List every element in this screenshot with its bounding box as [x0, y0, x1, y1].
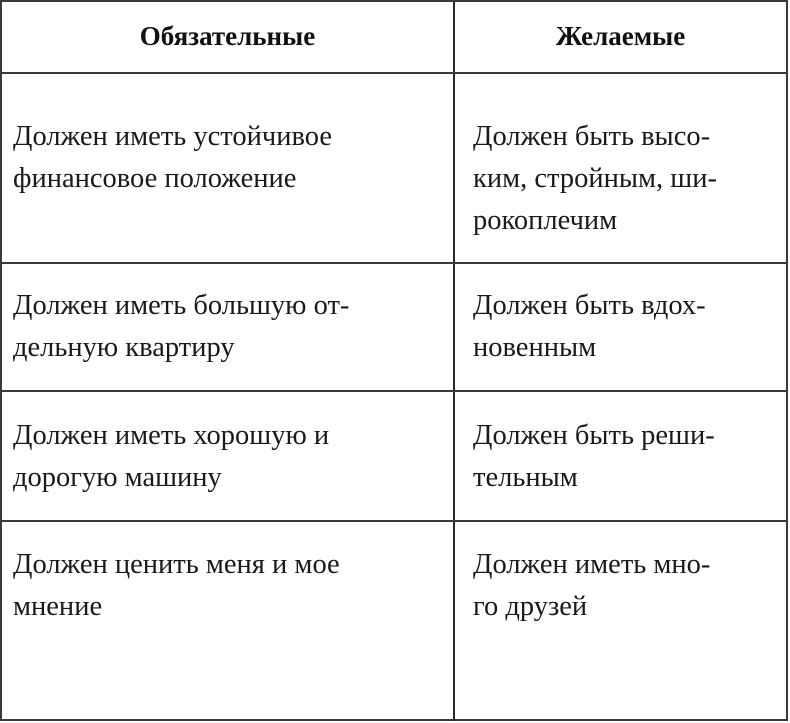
cell-required [2, 392, 455, 520]
cell-text [13, 415, 329, 499]
text-line: го друзей [473, 591, 588, 622]
text-line: дельную квартиру [13, 332, 235, 363]
text-line: ким, стройным, ши- [473, 163, 717, 194]
text-line: Должен иметь мно- [473, 549, 711, 580]
header-desired-label: Желаемые [555, 21, 686, 51]
text-line: рокоплечим [473, 205, 618, 236]
text-line: новенным [473, 332, 597, 363]
cell-desired [455, 522, 786, 721]
cell-required [2, 264, 455, 390]
cell-text [13, 285, 349, 369]
header-cell-required [2, 2, 455, 72]
text-line: финансовое положение [13, 163, 297, 194]
cell-desired [455, 74, 786, 262]
table-row [2, 392, 786, 522]
cell-text [473, 415, 715, 499]
text-line: мнение [13, 591, 103, 622]
text-line: Должен быть реши- [473, 420, 715, 451]
text-line: Должен иметь большую от- [13, 290, 350, 321]
cell-text [473, 116, 717, 242]
header-required-label: Обязательные [139, 21, 316, 51]
table-row [2, 264, 786, 392]
header-cell-desired [455, 2, 786, 72]
cell-text [13, 116, 332, 200]
text-line: Должен иметь хорошую и [13, 420, 330, 451]
text-line: дорогую машину [13, 462, 222, 493]
text-line: Должен иметь устойчивое [13, 121, 332, 152]
cell-text [473, 544, 710, 628]
cell-text [473, 285, 706, 369]
cell-required [2, 74, 455, 262]
text-line: тельным [473, 462, 578, 493]
text-line: Должен ценить меня и мое [13, 549, 340, 580]
cell-desired [455, 392, 786, 520]
table-row [2, 74, 786, 264]
text-line: Должен быть вдох- [473, 290, 706, 321]
cell-text [13, 544, 340, 628]
table-header-row [2, 2, 786, 74]
cell-required [2, 522, 455, 721]
table-row [2, 522, 786, 721]
cell-desired [455, 264, 786, 390]
text-line: Должен быть высо- [473, 121, 711, 152]
